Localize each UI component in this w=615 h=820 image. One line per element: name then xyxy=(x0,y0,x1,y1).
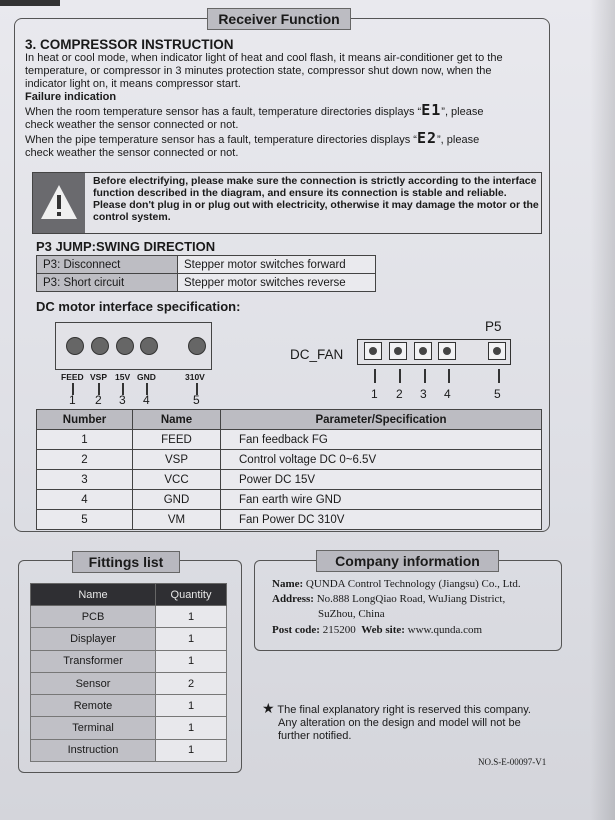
spec-table xyxy=(36,409,542,530)
spec-value: Fan earth wire GND xyxy=(221,490,542,510)
spec-header: Number xyxy=(37,410,133,430)
connector-pin xyxy=(66,337,84,355)
fan-pin-number: 4 xyxy=(444,387,451,401)
fitting-name: Terminal xyxy=(31,717,156,739)
warning-line: function described in the diagram, and ensure its connection is stable and reliable. xyxy=(93,187,507,199)
compressor-title: 3. COMPRESSOR INSTRUCTION xyxy=(25,37,234,52)
spec-name: VSP xyxy=(133,450,221,470)
spec-value: Control voltage DC 0~6.5V xyxy=(221,450,542,470)
table-row xyxy=(31,650,227,672)
web-site: www.qunda.com xyxy=(407,624,483,636)
top-strip xyxy=(0,0,60,6)
fan-pin-lead xyxy=(498,369,500,383)
warning-box xyxy=(32,172,542,234)
company-title: Company information xyxy=(316,550,499,572)
note-line: further notified. xyxy=(278,730,352,742)
table-row xyxy=(37,510,542,530)
failure-text: check weather the sensor connected or not. xyxy=(25,119,239,131)
failure-text: , please xyxy=(444,106,484,118)
table-row xyxy=(37,430,542,450)
table-row xyxy=(37,450,542,470)
table-row xyxy=(37,490,542,510)
table-row xyxy=(31,695,227,717)
page-shadow xyxy=(590,0,615,820)
warning-text xyxy=(93,175,539,223)
note-line: Any alteration on the design and model will not be xyxy=(278,717,521,729)
warning-line: control system. xyxy=(93,211,171,223)
table-row xyxy=(37,274,376,292)
spec-header: Parameter/Specification xyxy=(221,410,542,430)
p3-title: P3 JUMP:SWING DIRECTION xyxy=(36,239,216,254)
table-row xyxy=(31,717,227,739)
spec-name: VM xyxy=(133,510,221,530)
table-row xyxy=(31,628,227,650)
pin-number: 1 xyxy=(69,393,76,407)
failure-text: When the pipe temperature sensor has a fault, temperature directories displays xyxy=(25,134,411,146)
compressor-line: indicator light on, it means compressor start. xyxy=(25,78,241,90)
fan-pin xyxy=(364,342,382,360)
table-header-row xyxy=(31,584,227,606)
address-label: Address: xyxy=(272,593,314,605)
fan-pin xyxy=(438,342,456,360)
table-row xyxy=(31,672,227,694)
name-label: Name: xyxy=(272,578,304,590)
compressor-line: temperature, or compressor in 3 minutes protection state, compressor shut down now, when the xyxy=(25,65,492,77)
fitting-qty: 2 xyxy=(156,672,227,694)
spec-name: GND xyxy=(133,490,221,510)
company-frame xyxy=(254,560,562,651)
p5-label: P5 xyxy=(485,319,502,334)
fitting-name: Remote xyxy=(31,695,156,717)
company-address: No.888 LongQiao Road, WuJiang District, xyxy=(316,593,506,605)
company-post-line xyxy=(272,624,482,636)
pin-label: 310V xyxy=(185,372,205,382)
table-row xyxy=(37,470,542,490)
company-name-line xyxy=(272,578,521,590)
p3-effect: Stepper motor switches forward xyxy=(178,256,376,274)
spec-value: Fan Power DC 310V xyxy=(221,510,542,530)
failure-title: Failure indication xyxy=(25,91,117,103)
pin-number: 4 xyxy=(143,393,150,407)
table-row xyxy=(31,739,227,761)
error-code-e2: E2 xyxy=(416,129,437,147)
fitting-name: Displayer xyxy=(31,628,156,650)
spec-value: Power DC 15V xyxy=(221,470,542,490)
fitting-qty: 1 xyxy=(156,717,227,739)
dc-fan-label: DC_FAN xyxy=(290,347,344,362)
fan-pin-number: 5 xyxy=(494,387,501,401)
note-line: The final explanatory right is reserved this company. xyxy=(277,704,531,716)
fan-pin xyxy=(389,342,407,360)
fan-pin-lead xyxy=(374,369,376,383)
warning-line: Before electrifying, please make sure the connection is strictly according to the interface xyxy=(93,175,537,187)
company-address-line xyxy=(272,593,505,605)
failure-text: , please xyxy=(440,134,480,146)
pin-label: GND xyxy=(137,372,156,382)
warning-triangle-icon xyxy=(33,173,85,233)
spec-number: 5 xyxy=(37,510,133,530)
spec-name: VCC xyxy=(133,470,221,490)
p3-state: P3: Short circuit xyxy=(37,274,178,292)
spec-header: Name xyxy=(133,410,221,430)
fan-pin xyxy=(488,342,506,360)
fitting-qty: 1 xyxy=(156,695,227,717)
star-icon: ★ xyxy=(262,700,275,716)
company-name: QUNDA Control Technology (Jiangsu) Co., Ltd. xyxy=(305,578,521,590)
fitting-qty: 1 xyxy=(156,628,227,650)
p3-table xyxy=(36,255,376,292)
warning-line: Please don't plug in or plug out with electricity, otherwise it may damage the motor or the xyxy=(93,199,539,211)
section-header: Receiver Function xyxy=(207,8,351,30)
fittings-title: Fittings list xyxy=(72,551,180,573)
fittings-header: Quantity xyxy=(156,584,227,606)
fan-pin-number: 3 xyxy=(420,387,427,401)
pin-label: 15V xyxy=(115,372,131,382)
spec-number: 3 xyxy=(37,470,133,490)
document-number: NO.S-E-00097-V1 xyxy=(478,757,547,767)
pin-number: 5 xyxy=(193,393,200,407)
fan-pin-lead xyxy=(424,369,426,383)
connector-pin xyxy=(116,337,134,355)
fitting-name: PCB xyxy=(31,606,156,628)
pin-label: FEED xyxy=(61,372,84,382)
fittings-table xyxy=(30,583,227,762)
fitting-name: Transformer xyxy=(31,650,156,672)
spec-number: 4 xyxy=(37,490,133,510)
fan-pin-number: 2 xyxy=(396,387,403,401)
connector-pin xyxy=(140,337,158,355)
fitting-qty: 1 xyxy=(156,650,227,672)
motor-connector-diagram xyxy=(55,322,212,370)
fan-connector-diagram xyxy=(357,339,511,365)
failure-text: When the room temperature sensor has a fault, temperature directories displays xyxy=(25,106,415,118)
table-row xyxy=(37,256,376,274)
table-row xyxy=(31,606,227,628)
connector-pin xyxy=(91,337,109,355)
fitting-qty: 1 xyxy=(156,606,227,628)
fan-pin xyxy=(414,342,432,360)
spec-value: Fan feedback FG xyxy=(221,430,542,450)
connector-pin xyxy=(188,337,206,355)
failure-text: check weather the sensor connected or not. xyxy=(25,147,239,159)
p3-state: P3: Disconnect xyxy=(37,256,178,274)
disclaimer-note xyxy=(262,702,552,743)
error-code-e1: E1 xyxy=(421,101,442,119)
post-label: Post code: xyxy=(272,624,320,636)
p3-effect: Stepper motor switches reverse xyxy=(178,274,376,292)
spec-name: FEED xyxy=(133,430,221,450)
fitting-name: Sensor xyxy=(31,672,156,694)
failure-line-1: When the room temperature sensor has a fault, temperature directories displays “E1”, please xyxy=(25,101,484,119)
pin-number: 2 xyxy=(95,393,102,407)
table-header-row xyxy=(37,410,542,430)
spec-number: 2 xyxy=(37,450,133,470)
fan-pin-lead xyxy=(399,369,401,383)
web-label: Web site: xyxy=(361,624,405,636)
compressor-text xyxy=(25,52,540,160)
fan-pin-number: 1 xyxy=(371,387,378,401)
compressor-line: In heat or cool mode, when indicator light of heat and cool flash, it means air-conditioner get to the xyxy=(25,52,503,64)
fittings-header: Name xyxy=(31,584,156,606)
fan-pin-lead xyxy=(448,369,450,383)
pin-number: 3 xyxy=(119,393,126,407)
pin-label: VSP xyxy=(90,372,108,382)
post-code: 215200 xyxy=(322,624,356,636)
failure-line-2: When the pipe temperature sensor has a fault, temperature directories displays “E2”, please xyxy=(25,129,480,147)
fitting-name: Instruction xyxy=(31,739,156,761)
spec-number: 1 xyxy=(37,430,133,450)
dc-title: DC motor interface specification: xyxy=(36,299,241,314)
company-city: SuZhou, China xyxy=(318,608,385,620)
fitting-qty: 1 xyxy=(156,739,227,761)
